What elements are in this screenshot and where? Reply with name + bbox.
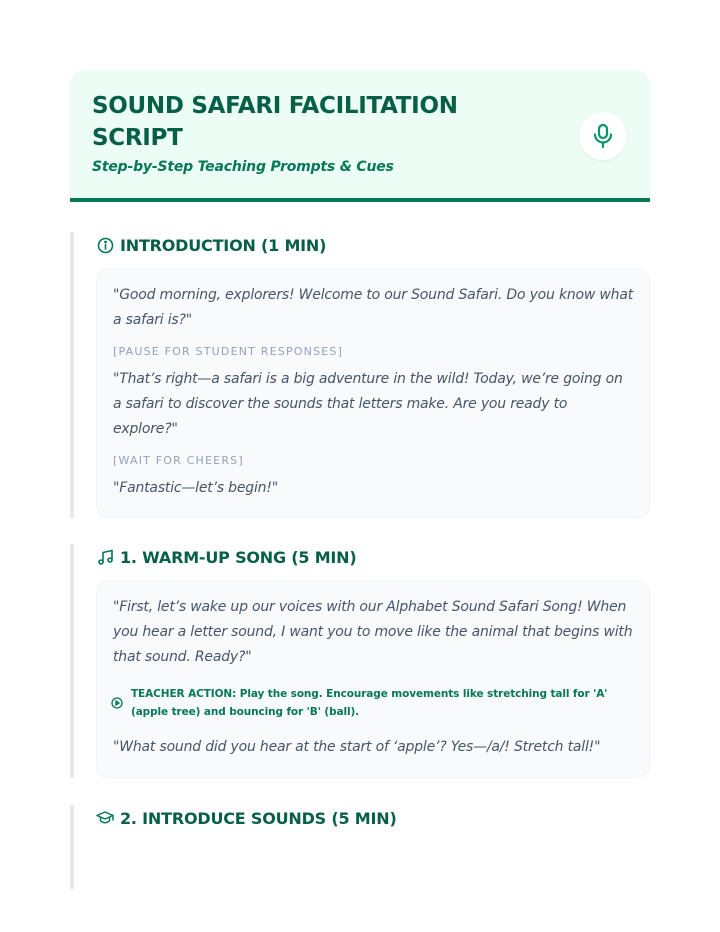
graduation-cap-icon (96, 809, 114, 827)
section-introduce-sounds (70, 805, 650, 889)
microphone-badge (579, 112, 627, 160)
page-title: SOUND SAFARI FACILITATION SCRIPT (92, 93, 458, 151)
section-heading (96, 233, 326, 257)
microphone-icon (592, 123, 614, 149)
info-circle-icon (96, 236, 114, 254)
section-heading (96, 806, 397, 830)
teacher-action (111, 685, 631, 721)
section-title: 1. WARM-UP SONG (5 MIN) (120, 547, 357, 567)
script-header (70, 70, 650, 202)
music-note-icon (96, 548, 114, 566)
script-card (96, 268, 650, 518)
stage-cue: [PAUSE FOR STUDENT RESPONSES] (113, 345, 344, 358)
page-subtitle: Step-by-Step Teaching Prompts & Cues (92, 159, 394, 175)
script-quote: "Fantastic—let’s begin!" (113, 480, 278, 496)
section-warm-up-song (70, 544, 650, 778)
script-quote: "Good morning, explorers! Welcome to our Sound Safari. Do you know what a safari is?" (113, 287, 633, 328)
script-card (96, 580, 650, 778)
script-quote: "What sound did you hear at the start of ‘apple’? Yes—/a/! Stretch tall!" (113, 739, 601, 755)
section-introduction (70, 232, 650, 518)
script-quote: "First, let’s wake up our voices with our Alphabet Sound Safari Song! When you hear a letter sound, I want you to move like the animal that begins with that sound. Ready?" (113, 599, 633, 665)
teacher-action-text: TEACHER ACTION: Play the song. Encourage movements like stretching tall for 'A' (apple tree) and bouncing for 'B' (ball). (131, 688, 608, 718)
section-title: INTRODUCTION (1 MIN) (120, 235, 327, 255)
play-circle-icon (111, 694, 125, 708)
section-title: 2. INTRODUCE SOUNDS (5 MIN) (120, 808, 397, 828)
section-heading (96, 545, 356, 569)
stage-cue: [WAIT FOR CHEERS] (113, 454, 244, 467)
script-quote: "That’s right—a safari is a big adventure in the wild! Today, we’re going on a safari to discover the sounds that letters make. Are you ready to explore?" (113, 371, 623, 437)
